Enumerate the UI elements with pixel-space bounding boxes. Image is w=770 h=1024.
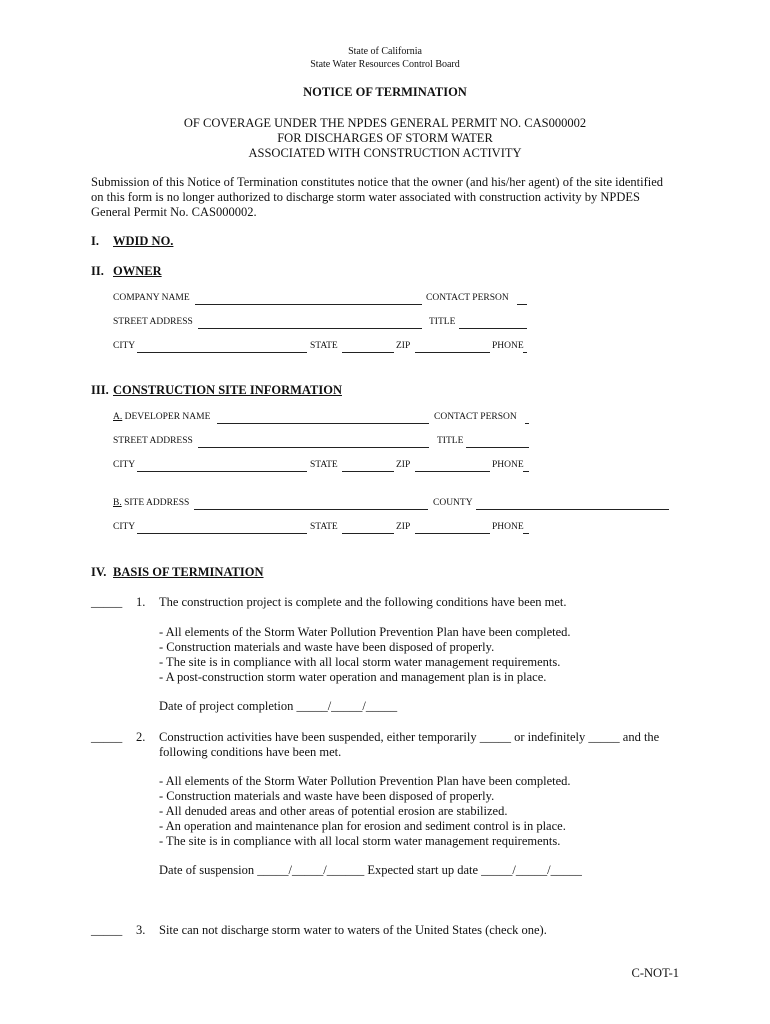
owner-company-name-field[interactable] xyxy=(195,304,422,305)
item-1-bullet: - The site is in compliance with all local storm water management requirements. xyxy=(159,655,561,669)
developer-prefix: A. xyxy=(113,412,123,422)
intro-line-3: General Permit No. CAS000002. xyxy=(91,205,257,219)
developer-phone-label: PHONE xyxy=(492,460,524,470)
owner-title-field[interactable] xyxy=(459,328,527,329)
item-1-bullet: - A post-construction storm water operation and management plan is in place. xyxy=(159,670,547,684)
owner-street-address-field[interactable] xyxy=(198,328,422,329)
developer-city-label: CITY xyxy=(113,460,136,470)
developer-title-label: TITLE xyxy=(437,436,464,446)
intro-line-1: Submission of this Notice of Termination constitutes notice that the owner (and his/her agent) of the site identified xyxy=(91,175,664,189)
suspension-date-line[interactable]: Date of suspension _____/_____/______ Expected start up date _____/_____/_____ xyxy=(159,863,582,877)
item-1-bullet: - All elements of the Storm Water Pollution Prevention Plan have been completed. xyxy=(159,625,571,639)
developer-contact-person-label: CONTACT PERSON xyxy=(434,412,517,422)
page-code: C-NOT-1 xyxy=(631,966,679,980)
item-2-bullet: - All elements of the Storm Water Pollution Prevention Plan have been completed. xyxy=(159,774,571,788)
subtitle-line-3: ASSOCIATED WITH CONSTRUCTION ACTIVITY xyxy=(248,146,522,160)
owner-title-label: TITLE xyxy=(429,317,456,327)
item-2-bullet: - The site is in compliance with all local storm water management requirements. xyxy=(159,834,561,848)
section-4-title: BASIS OF TERMINATION xyxy=(113,565,264,579)
developer-street-address-field[interactable] xyxy=(198,447,429,448)
owner-company-name-label: COMPANY NAME xyxy=(113,293,190,303)
owner-contact-person-label: CONTACT PERSON xyxy=(426,293,509,303)
owner-zip-field[interactable] xyxy=(415,352,490,353)
subtitle-line-1: OF COVERAGE UNDER THE NPDES GENERAL PERMIT NO. CAS000002 xyxy=(183,116,587,130)
section-2-number: II. xyxy=(91,264,104,278)
owner-street-address-label: STREET ADDRESS xyxy=(113,317,193,327)
developer-title-field[interactable] xyxy=(466,447,529,448)
item-2-bullet: - Construction materials and waste have been disposed of properly. xyxy=(159,789,495,803)
subtitle-line-2: FOR DISCHARGES OF STORM WATER xyxy=(277,131,493,145)
site-address-field[interactable] xyxy=(194,509,428,510)
item-2-bullet: - An operation and maintenance plan for erosion and sediment control is in place. xyxy=(159,819,566,833)
site-address-prefix: B. xyxy=(113,498,122,508)
section-1-title: WDID NO. xyxy=(113,234,174,248)
developer-name-field[interactable] xyxy=(217,423,429,424)
item-2-text-line-1: Construction activities have been suspended, either temporarily _____ or indefinitely _____ and the xyxy=(159,730,660,744)
owner-phone-field[interactable] xyxy=(523,352,527,353)
item-2-checkbox[interactable]: _____ xyxy=(91,730,123,744)
intro-line-2: on this form is no longer authorized to discharge storm water associated with construction activity by NPDES xyxy=(91,190,640,204)
developer-zip-field[interactable] xyxy=(415,471,490,472)
item-2-bullet: - All denuded areas and other areas of potential erosion are stabilized. xyxy=(159,804,508,818)
owner-state-label: STATE xyxy=(310,341,338,351)
owner-city-field[interactable] xyxy=(137,352,307,353)
site-city-field[interactable] xyxy=(137,533,307,534)
site-state-label: STATE xyxy=(310,522,338,532)
owner-phone-label: PHONE xyxy=(492,341,524,351)
section-1-number: I. xyxy=(91,234,99,248)
header-state: State of California xyxy=(348,46,422,57)
item-3-number: 3. xyxy=(136,923,146,937)
item-1-bullet: - Construction materials and waste have been disposed of properly. xyxy=(159,640,495,654)
item-1-text: The construction project is complete and the following conditions have been met. xyxy=(159,595,567,609)
site-zip-field[interactable] xyxy=(415,533,490,534)
site-address-text: SITE ADDRESS xyxy=(121,498,190,508)
site-city-label: CITY xyxy=(113,522,136,532)
project-completion-date[interactable]: Date of project completion _____/_____/_____ xyxy=(159,699,398,713)
owner-contact-person-field[interactable] xyxy=(517,304,527,305)
item-1-number: 1. xyxy=(136,595,146,609)
site-state-field[interactable] xyxy=(342,533,394,534)
owner-zip-label: ZIP xyxy=(396,341,411,351)
developer-zip-label: ZIP xyxy=(396,460,411,470)
item-2-number: 2. xyxy=(136,730,146,744)
developer-contact-person-field[interactable] xyxy=(525,423,529,424)
item-3-text: Site can not discharge storm water to waters of the United States (check one). xyxy=(159,923,547,937)
developer-street-address-label: STREET ADDRESS xyxy=(113,436,193,446)
developer-name-label xyxy=(113,412,210,422)
site-county-field[interactable] xyxy=(476,509,669,510)
developer-city-field[interactable] xyxy=(137,471,307,472)
developer-phone-field[interactable] xyxy=(523,471,529,472)
site-phone-field[interactable] xyxy=(523,533,529,534)
developer-state-field[interactable] xyxy=(342,471,394,472)
item-3-checkbox[interactable]: _____ xyxy=(91,923,123,937)
site-phone-label: PHONE xyxy=(492,522,524,532)
owner-city-label: CITY xyxy=(113,341,136,351)
section-4-number: IV. xyxy=(91,565,107,579)
header-board: State Water Resources Control Board xyxy=(310,59,460,70)
item-1-checkbox[interactable]: _____ xyxy=(91,595,123,609)
item-2-text-line-2: following conditions have been met. xyxy=(159,745,342,759)
site-county-label: COUNTY xyxy=(433,498,473,508)
page-title: NOTICE OF TERMINATION xyxy=(303,85,467,99)
developer-name-text: DEVELOPER NAME xyxy=(122,412,211,422)
section-3-title: CONSTRUCTION SITE INFORMATION xyxy=(113,383,342,397)
site-address-label xyxy=(113,498,189,508)
owner-state-field[interactable] xyxy=(342,352,394,353)
developer-state-label: STATE xyxy=(310,460,338,470)
section-2-title: OWNER xyxy=(113,264,162,278)
section-3-number: III. xyxy=(91,383,109,397)
site-zip-label: ZIP xyxy=(396,522,411,532)
